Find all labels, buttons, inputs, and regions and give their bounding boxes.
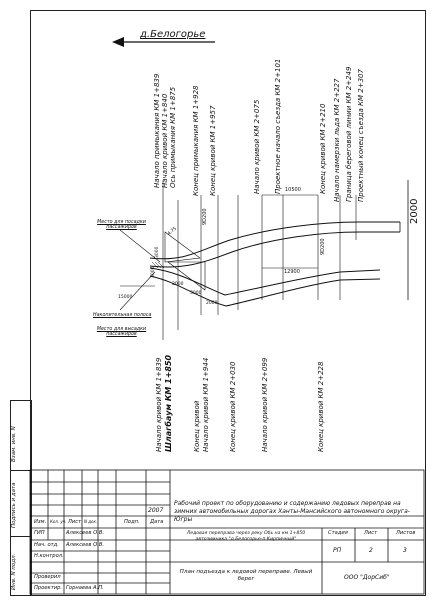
top-label-4: Конец примыкания КМ 1+928 — [192, 85, 200, 196]
top-label-10: Граница береговой линии КМ 2+249 — [345, 66, 353, 202]
tb-role-5: Проектир. — [34, 585, 63, 591]
tb-col-izm: Изм. — [34, 519, 47, 525]
tb-col-ndok: N док. — [84, 519, 98, 524]
tb-stage-header: Стадия — [328, 530, 348, 536]
tb-stage: РП — [333, 547, 342, 554]
tb-role-4: Проверил — [34, 574, 61, 580]
tb-sheets-header: Листов — [396, 530, 416, 536]
dim-upper-1: 10500 — [285, 187, 301, 193]
dim-side-2: 3000 — [155, 246, 160, 258]
tb-col-list: Лист — [68, 519, 82, 525]
dim-small-4: 2000 — [206, 301, 218, 306]
bottom-label-2: Шлагбаум КМ 1+850 — [164, 354, 173, 452]
direction-label: д.Белогорье — [140, 29, 206, 40]
tb-sheet-name: План подъезда к ледовой переправе. Левый берег — [179, 569, 313, 583]
tb-col-kolvo: Кол. уч. — [50, 519, 67, 524]
tb-name-5: Горнаева А.П. — [66, 585, 104, 591]
top-label-1: Начало примыкания КМ 1+839 — [153, 73, 161, 188]
side-stamp-3: Инв. N подл. — [11, 553, 17, 590]
tb-col-data: Дата — [150, 519, 164, 525]
callout-alighting: Место для высадки пассажиров — [96, 327, 147, 337]
tb-name-1: Алексеев О.В. — [66, 530, 105, 536]
bottom-label-4: Начало кривой КМ 1+944 — [202, 357, 210, 452]
bottom-label-1: Начало кривой КМ 1+839 — [155, 357, 163, 452]
dim-upper-2: 9D200 — [320, 238, 326, 255]
dim-big: 2000 — [409, 198, 420, 224]
top-label-2: Начало кривой КМ 1+840 — [161, 93, 169, 188]
side-stamp-1: Взам. инв. N — [11, 426, 17, 462]
tb-project-title: Рабочий проект по оборудованию и содержанию ледовых переправ на зимних автомобильных дорогах Ханты-Мансийского автономного округа-Югры — [174, 500, 410, 523]
dim-side-1: 3000 — [151, 266, 156, 278]
tb-role-3: Н.контрол. — [34, 553, 64, 559]
dim-small-1: 2000 — [172, 282, 184, 287]
dim-angle: 4.75 — [167, 226, 178, 237]
tb-company: ООО "ДорСиб" — [344, 574, 390, 581]
tb-name-2: Алексеев О.В. — [66, 542, 105, 548]
side-stamp-2: Подпись и дата — [11, 482, 17, 528]
dim-small-3: 3000 — [190, 291, 202, 296]
dim-lower-2: 9D200 — [202, 208, 208, 225]
tb-year: 2007 — [148, 507, 164, 514]
top-label-3: Ось примыкания КМ 1+875 — [169, 86, 177, 188]
tb-object-name: Ледовая переправа через реку Обь на км 1+850 автозимника "д.Белогорье-п.Кирпичный" — [186, 531, 306, 542]
top-label-11: Проектный конец съезда КМ 2+307 — [357, 69, 365, 202]
bottom-label-6: Начало кривой КМ 2+099 — [261, 357, 269, 452]
tb-sheets: 3 — [403, 547, 407, 554]
dim-small-2: 15000 — [118, 295, 133, 300]
tb-sheet: 2 — [369, 547, 373, 554]
tb-role-1: ГИП — [34, 530, 45, 536]
top-label-6: Начало кривой КМ 2+075 — [253, 99, 261, 194]
callout-accumulation: Накопительная полоса — [93, 313, 152, 318]
bottom-label-7: Конец кривой КМ 2+228 — [317, 361, 325, 452]
top-label-8: Конец кривой КМ 2+210 — [319, 103, 327, 194]
tb-col-podp: Подп. — [124, 519, 140, 525]
bottom-label-5: Конец кривой КМ 2+030 — [229, 361, 237, 452]
tb-role-2: Нач. отд. — [34, 542, 59, 548]
top-label-9: Начало намерзки льда КМ 2+227 — [333, 78, 341, 202]
top-label-5: Конец кривой КМ 1+957 — [209, 105, 217, 196]
bottom-label-3: Конец кривой — [193, 400, 201, 452]
tb-sheet-header: Лист — [364, 530, 378, 536]
callout-boarding: Место для посадки пассажиров — [97, 220, 146, 230]
top-label-7: Проектное начало съезда КМ 2+101 — [274, 58, 282, 194]
dim-lower-1: 12900 — [284, 269, 300, 275]
